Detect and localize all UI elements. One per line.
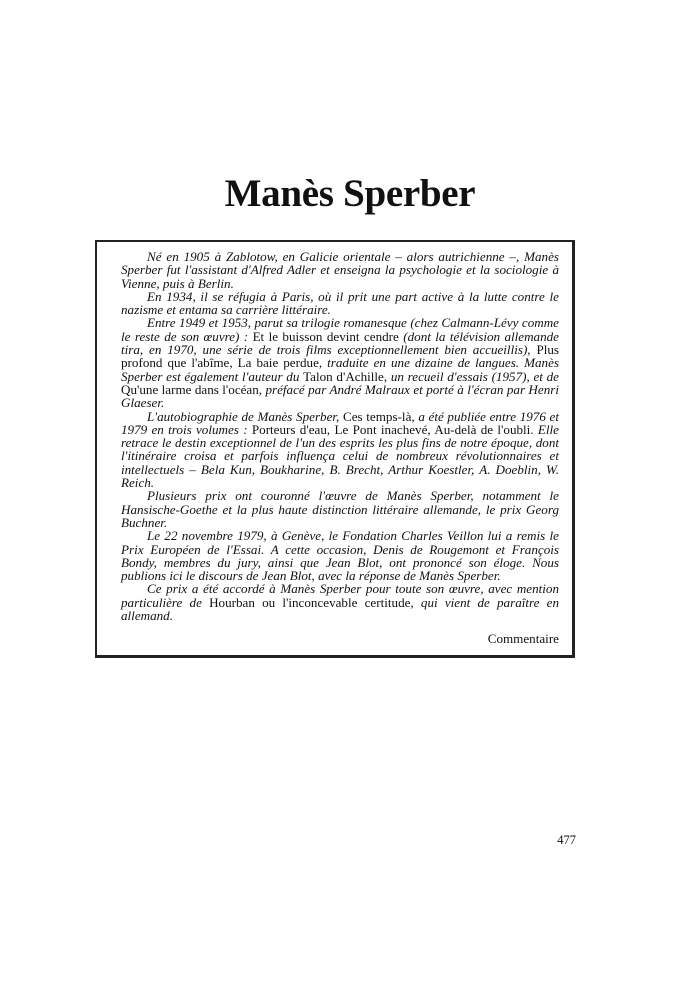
italic-run: (dont la télévision allemande tira, en 1970, une série de trois films exceptionnellement bien accueillis), bbox=[121, 328, 559, 358]
paragraph bbox=[121, 582, 559, 622]
italic-run: Entre 1949 et 1953, parut sa trilogie romanesque (chez Calmann-Lévy comme le reste de son œuvre) : bbox=[121, 315, 559, 344]
title-run: Plus profond que l'abîme, La baie perdue, bbox=[121, 342, 559, 371]
title-run: Hourban ou l'inconcevable certitude, bbox=[209, 594, 421, 610]
paragraph bbox=[121, 290, 559, 317]
paragraph bbox=[121, 529, 559, 582]
italic-run: Elle retrace le destin exceptionnel de l'un des esprits les plus fins de notre époque, dont l'itinéraire croisa et parfois influença celui de nombreux révolutionnaires et intellectuels – Bela Kun, Boukharine, B. Brecht, Arthur Koestler, A. Doeblin, W. Reich. bbox=[121, 421, 559, 491]
paragraph bbox=[121, 410, 559, 490]
italic-run: Plusieurs prix ont couronné l'œuvre de Manès Sperber, notamment le Hansische-Goethe et la plus haute distinction littéraire allemande, le prix Georg Buchner. bbox=[121, 488, 559, 530]
italic-run: traduite en une dizaine de langues. Manès Sperber est également l'auteur du bbox=[121, 355, 559, 384]
italic-run: En 1934, il se réfugia à Paris, où il prit une part active à la lutte contre le nazisme et entama sa carrière littéraire. bbox=[121, 288, 559, 318]
italic-run: Ce prix a été accordé à Manès Sperber pour toute son œuvre, avec mention particulière de bbox=[121, 581, 559, 610]
summary-text bbox=[121, 250, 559, 622]
page-number: 477 bbox=[557, 833, 576, 847]
signature: Commentaire bbox=[487, 631, 559, 646]
title-run: Porteurs d'eau, Le Pont inachevé, Au-delà de l'oubli. bbox=[251, 421, 538, 437]
title-run: Qu'une larme dans l'océan, bbox=[121, 381, 266, 397]
italic-run: préfacé par André Malraux et porté à l'écran par Henri Glaeser. bbox=[121, 381, 559, 411]
italic-run: Né en 1905 à Zablotow, en Galicie orientale – alors autrichienne –, Manès Sperber fut l'assistant d'Alfred Adler et enseigna la psychologie et la sociologie à Vienne, puis à Berlin. bbox=[121, 249, 559, 291]
italic-run: a été publiée entre 1976 et 1979 en trois volumes : bbox=[121, 408, 559, 437]
italic-run: qui vient de paraître en allemand. bbox=[121, 594, 559, 624]
paragraph bbox=[121, 489, 559, 529]
italic-run: L'autobiographie de Manès Sperber, bbox=[147, 408, 343, 424]
title-run: Ces temps-là, bbox=[343, 408, 419, 424]
page-title: Manès Sperber bbox=[224, 172, 476, 216]
italic-run: Le 22 novembre 1979, à Genève, le Fondation Charles Veillon lui a remis le Prix Européen de l'Essai. A cette occasion, Denis de Rougemont et François Bondy, membres du jury, ainsi que Jean Blot, ont prononcé son éloge. Nous publions ici le discours de Jean Blot, avec la réponse de Manès Sperber. bbox=[121, 528, 559, 584]
title-run: Talon d'Achille, bbox=[303, 368, 391, 384]
italic-run: un recueil d'essais (1957), et de bbox=[390, 368, 559, 384]
paragraph bbox=[121, 316, 559, 409]
paragraph bbox=[121, 250, 559, 290]
title-run: Et le buisson devint cendre bbox=[252, 328, 404, 344]
